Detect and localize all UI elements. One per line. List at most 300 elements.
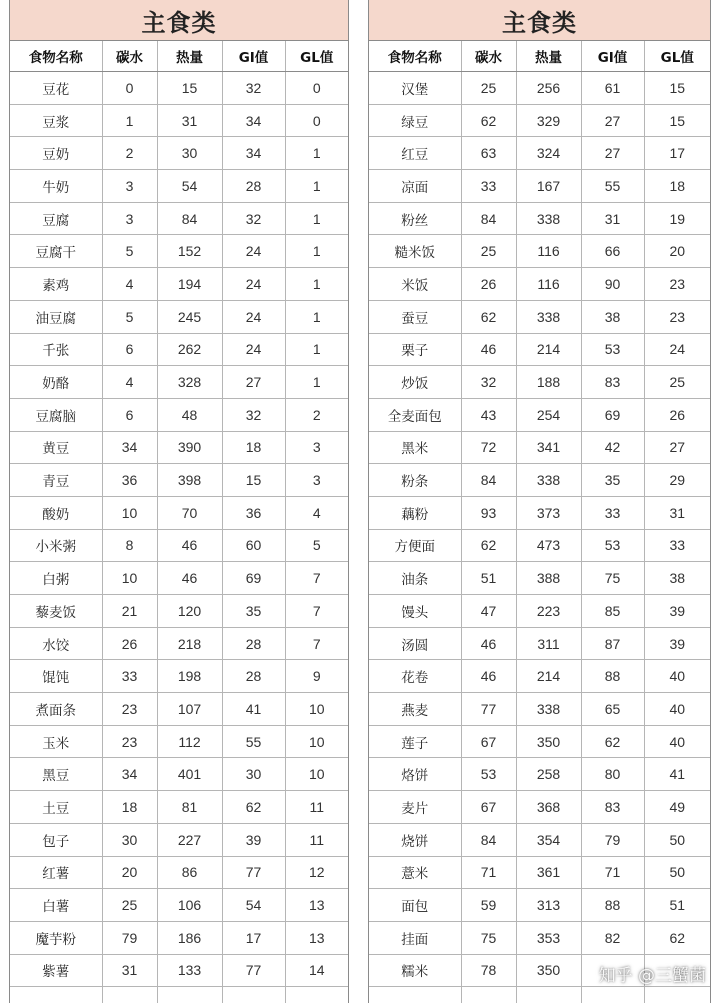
carbs-cell: 25 [461, 235, 516, 268]
gi-cell: 69 [222, 562, 285, 595]
table-row [10, 758, 348, 791]
calories-cell: 311 [516, 627, 581, 660]
gi-cell: 41 [222, 693, 285, 726]
carbs-cell: 46 [461, 333, 516, 366]
calories-cell: 401 [157, 758, 222, 791]
carbs-cell: 72 [461, 431, 516, 464]
food-name-cell: 黑米 [369, 431, 461, 464]
food-name-cell: 小米粥 [10, 529, 102, 562]
carbs-cell: 10 [102, 496, 157, 529]
table-row [10, 856, 348, 889]
food-name-cell: 水饺 [10, 627, 102, 660]
gl-cell: 27 [644, 431, 710, 464]
header-food-name: 食物名称 [369, 41, 461, 72]
gi-cell: 38 [581, 300, 644, 333]
calories-cell: 198 [157, 660, 222, 693]
header-calories: 热量 [516, 41, 581, 72]
gi-cell: 35 [222, 595, 285, 628]
empty-cell [644, 987, 710, 1004]
food-name-cell: 素鸡 [10, 268, 102, 301]
calories-cell: 313 [516, 889, 581, 922]
gi-cell: 36 [222, 496, 285, 529]
table-row [10, 627, 348, 660]
gl-cell: 0 [285, 104, 348, 137]
carbs-cell: 62 [461, 104, 516, 137]
gi-cell: 53 [581, 529, 644, 562]
gl-cell: 51 [644, 889, 710, 922]
carbs-cell: 1 [102, 104, 157, 137]
calories-cell: 167 [516, 170, 581, 203]
calories-cell: 350 [516, 954, 581, 987]
table-row [10, 660, 348, 693]
gi-cell: 18 [222, 431, 285, 464]
gi-cell: 83 [581, 366, 644, 399]
gl-cell: 3 [285, 431, 348, 464]
gi-cell: 61 [581, 72, 644, 105]
table-row [369, 398, 710, 431]
gi-cell: 32 [222, 202, 285, 235]
calories-cell: 152 [157, 235, 222, 268]
food-name-cell: 挂面 [369, 921, 461, 954]
carbs-cell: 47 [461, 595, 516, 628]
gl-cell: 9 [285, 660, 348, 693]
gl-cell: 31 [644, 496, 710, 529]
gl-cell: 23 [644, 300, 710, 333]
table-row [369, 627, 710, 660]
table-row [10, 300, 348, 333]
food-name-cell: 藕粉 [369, 496, 461, 529]
table-row [369, 856, 710, 889]
table-row [10, 268, 348, 301]
gl-cell: 1 [285, 268, 348, 301]
carbs-cell: 84 [461, 464, 516, 497]
table-row [10, 333, 348, 366]
food-name-cell: 面包 [369, 889, 461, 922]
carbs-cell: 75 [461, 921, 516, 954]
gi-cell: 42 [581, 431, 644, 464]
calories-cell: 107 [157, 693, 222, 726]
gi-cell: 15 [222, 464, 285, 497]
gi-cell: 30 [222, 758, 285, 791]
carbs-cell: 8 [102, 529, 157, 562]
carbs-cell: 36 [102, 464, 157, 497]
carbs-cell: 59 [461, 889, 516, 922]
header-gi: GI值 [222, 41, 285, 72]
table-row [369, 725, 710, 758]
gl-cell: 40 [644, 660, 710, 693]
calories-cell: 186 [157, 921, 222, 954]
calories-cell: 112 [157, 725, 222, 758]
gl-cell: 40 [644, 693, 710, 726]
gi-cell: 90 [581, 268, 644, 301]
carbs-cell: 34 [102, 431, 157, 464]
carbs-cell: 34 [102, 758, 157, 791]
carbs-cell: 78 [461, 954, 516, 987]
calories-cell: 262 [157, 333, 222, 366]
table-row [10, 562, 348, 595]
food-name-cell: 白薯 [10, 889, 102, 922]
table-row [10, 529, 348, 562]
gl-cell: 15 [644, 72, 710, 105]
food-name-cell: 花卷 [369, 660, 461, 693]
right-food-table [369, 41, 710, 1003]
carbs-cell: 79 [102, 921, 157, 954]
header-gi: GI值 [581, 41, 644, 72]
table-row [369, 431, 710, 464]
right-table-body [369, 72, 710, 1004]
gl-cell: 1 [285, 170, 348, 203]
calories-cell: 70 [157, 496, 222, 529]
table-row [369, 464, 710, 497]
empty-cell [581, 987, 644, 1004]
calories-cell: 30 [157, 137, 222, 170]
table-row [369, 758, 710, 791]
carbs-cell: 30 [102, 823, 157, 856]
calories-cell: 361 [516, 856, 581, 889]
header-carbs: 碳水 [461, 41, 516, 72]
table-row [369, 300, 710, 333]
gl-cell: 7 [285, 595, 348, 628]
carbs-cell: 10 [102, 562, 157, 595]
right-header-row [369, 41, 710, 72]
carbs-cell: 32 [461, 366, 516, 399]
calories-cell: 31 [157, 104, 222, 137]
food-name-cell: 青豆 [10, 464, 102, 497]
gl-cell: 10 [285, 693, 348, 726]
empty-cell [285, 987, 348, 1004]
gl-cell: 17 [644, 137, 710, 170]
calories-cell: 133 [157, 954, 222, 987]
calories-cell: 373 [516, 496, 581, 529]
calories-cell: 338 [516, 464, 581, 497]
calories-cell: 48 [157, 398, 222, 431]
carbs-cell: 25 [102, 889, 157, 922]
gi-cell: 54 [222, 889, 285, 922]
table-row [369, 921, 710, 954]
table-row [369, 104, 710, 137]
carbs-cell: 67 [461, 725, 516, 758]
food-name-cell: 豆奶 [10, 137, 102, 170]
gi-cell: 31 [581, 202, 644, 235]
gl-cell: 50 [644, 823, 710, 856]
left-table-panel [9, 0, 349, 1003]
table-row [10, 823, 348, 856]
food-name-cell: 酸奶 [10, 496, 102, 529]
carbs-cell: 43 [461, 398, 516, 431]
gi-cell: 69 [581, 398, 644, 431]
calories-cell: 329 [516, 104, 581, 137]
gi-cell: 27 [581, 137, 644, 170]
calories-cell: 46 [157, 562, 222, 595]
calories-cell: 46 [157, 529, 222, 562]
gi-cell: 24 [222, 333, 285, 366]
header-calories: 热量 [157, 41, 222, 72]
calories-cell: 354 [516, 823, 581, 856]
food-name-cell: 包子 [10, 823, 102, 856]
calories-cell: 324 [516, 137, 581, 170]
gl-cell: 5 [285, 529, 348, 562]
table-row [369, 562, 710, 595]
calories-cell: 194 [157, 268, 222, 301]
food-name-cell: 豆花 [10, 72, 102, 105]
carbs-cell: 4 [102, 268, 157, 301]
gl-cell: 19 [644, 202, 710, 235]
carbs-cell: 33 [461, 170, 516, 203]
gl-cell: 23 [644, 268, 710, 301]
gi-cell: 33 [581, 496, 644, 529]
calories-cell: 54 [157, 170, 222, 203]
food-name-cell: 麦片 [369, 791, 461, 824]
gl-cell: 24 [644, 333, 710, 366]
calories-cell: 227 [157, 823, 222, 856]
food-name-cell: 豆腐脑 [10, 398, 102, 431]
right-table-panel [368, 0, 711, 1003]
table-row [369, 333, 710, 366]
empty-row [10, 987, 348, 1004]
food-name-cell: 莲子 [369, 725, 461, 758]
gi-cell: 65 [581, 693, 644, 726]
gi-cell: 17 [222, 921, 285, 954]
table-row [369, 235, 710, 268]
food-name-cell: 米饭 [369, 268, 461, 301]
calories-cell: 116 [516, 268, 581, 301]
calories-cell: 390 [157, 431, 222, 464]
carbs-cell: 62 [461, 529, 516, 562]
carbs-cell: 62 [461, 300, 516, 333]
carbs-cell: 46 [461, 627, 516, 660]
food-name-cell: 栗子 [369, 333, 461, 366]
food-name-cell: 藜麦饭 [10, 595, 102, 628]
carbs-cell: 23 [102, 725, 157, 758]
gi-cell: 77 [222, 954, 285, 987]
gl-cell [644, 954, 710, 987]
carbs-cell: 4 [102, 366, 157, 399]
carbs-cell: 63 [461, 137, 516, 170]
gl-cell: 49 [644, 791, 710, 824]
gi-cell: 27 [581, 104, 644, 137]
food-name-cell: 油条 [369, 562, 461, 595]
carbs-cell: 5 [102, 300, 157, 333]
gi-cell: 32 [222, 72, 285, 105]
gi-cell: 39 [222, 823, 285, 856]
right-table-title: 主食类 [369, 0, 710, 41]
carbs-cell: 0 [102, 72, 157, 105]
gi-cell: 80 [581, 758, 644, 791]
gi-cell: 87 [581, 627, 644, 660]
carbs-cell: 6 [102, 398, 157, 431]
calories-cell: 86 [157, 856, 222, 889]
food-name-cell: 凉面 [369, 170, 461, 203]
calories-cell: 328 [157, 366, 222, 399]
gi-cell: 28 [222, 627, 285, 660]
gi-cell: 24 [222, 235, 285, 268]
gi-cell: 55 [222, 725, 285, 758]
header-gl: GL值 [285, 41, 348, 72]
gl-cell: 1 [285, 137, 348, 170]
food-name-cell: 粉丝 [369, 202, 461, 235]
left-table-title: 主食类 [10, 0, 348, 41]
carbs-cell: 5 [102, 235, 157, 268]
calories-cell: 218 [157, 627, 222, 660]
gi-cell: 82 [581, 921, 644, 954]
gi-cell: 77 [222, 856, 285, 889]
gl-cell: 10 [285, 725, 348, 758]
gi-cell: 34 [222, 137, 285, 170]
calories-cell: 338 [516, 693, 581, 726]
table-row [10, 791, 348, 824]
gl-cell: 33 [644, 529, 710, 562]
carbs-cell: 93 [461, 496, 516, 529]
calories-cell: 116 [516, 235, 581, 268]
food-name-cell: 豆腐 [10, 202, 102, 235]
gl-cell: 20 [644, 235, 710, 268]
carbs-cell: 20 [102, 856, 157, 889]
gl-cell: 13 [285, 889, 348, 922]
table-row [10, 202, 348, 235]
gl-cell: 11 [285, 791, 348, 824]
food-name-cell: 炒饭 [369, 366, 461, 399]
food-name-cell: 白粥 [10, 562, 102, 595]
food-name-cell: 奶酪 [10, 366, 102, 399]
empty-cell [157, 987, 222, 1004]
carbs-cell: 2 [102, 137, 157, 170]
food-name-cell: 馄饨 [10, 660, 102, 693]
calories-cell: 256 [516, 72, 581, 105]
food-name-cell: 糯米 [369, 954, 461, 987]
gl-cell: 41 [644, 758, 710, 791]
watermark-text: 知乎 @三蟹菌 [598, 965, 706, 986]
table-row [10, 170, 348, 203]
gi-cell: 35 [581, 464, 644, 497]
table-row [10, 464, 348, 497]
gi-cell: 75 [581, 562, 644, 595]
gl-cell: 1 [285, 333, 348, 366]
table-row [369, 268, 710, 301]
table-row [10, 693, 348, 726]
gi-cell: 83 [581, 791, 644, 824]
table-row [10, 235, 348, 268]
calories-cell: 254 [516, 398, 581, 431]
calories-cell: 223 [516, 595, 581, 628]
gl-cell: 29 [644, 464, 710, 497]
empty-cell [10, 987, 102, 1004]
food-name-cell: 魔芋粉 [10, 921, 102, 954]
empty-cell [516, 987, 581, 1004]
calories-cell: 350 [516, 725, 581, 758]
left-table-body [10, 72, 348, 1004]
table-row [369, 693, 710, 726]
table-row [369, 823, 710, 856]
table-row [10, 595, 348, 628]
food-name-cell: 土豆 [10, 791, 102, 824]
carbs-cell: 31 [102, 954, 157, 987]
table-row [10, 496, 348, 529]
gi-cell: 28 [222, 660, 285, 693]
calories-cell: 245 [157, 300, 222, 333]
carbs-cell: 77 [461, 693, 516, 726]
food-name-cell: 玉米 [10, 725, 102, 758]
carbs-cell: 26 [461, 268, 516, 301]
food-name-cell: 牛奶 [10, 170, 102, 203]
gl-cell: 7 [285, 627, 348, 660]
food-name-cell: 红薯 [10, 856, 102, 889]
carbs-cell: 25 [461, 72, 516, 105]
table-row [10, 104, 348, 137]
carbs-cell: 67 [461, 791, 516, 824]
table-row [369, 889, 710, 922]
gl-cell: 39 [644, 627, 710, 660]
header-gl: GL值 [644, 41, 710, 72]
empty-cell [222, 987, 285, 1004]
gl-cell: 11 [285, 823, 348, 856]
gi-cell: 88 [581, 889, 644, 922]
food-name-cell: 千张 [10, 333, 102, 366]
food-name-cell: 油豆腐 [10, 300, 102, 333]
gl-cell: 38 [644, 562, 710, 595]
gi-cell: 79 [581, 823, 644, 856]
table-row [10, 921, 348, 954]
table-row [10, 431, 348, 464]
carbs-cell: 3 [102, 170, 157, 203]
gl-cell: 1 [285, 366, 348, 399]
calories-cell: 81 [157, 791, 222, 824]
food-name-cell: 绿豆 [369, 104, 461, 137]
food-name-cell: 黄豆 [10, 431, 102, 464]
empty-cell [102, 987, 157, 1004]
table-row [369, 529, 710, 562]
calories-cell: 388 [516, 562, 581, 595]
gi-cell [581, 954, 644, 987]
table-row [10, 954, 348, 987]
empty-row [369, 987, 710, 1004]
calories-cell: 120 [157, 595, 222, 628]
gl-cell: 1 [285, 300, 348, 333]
table-row [369, 954, 710, 987]
table-row [369, 791, 710, 824]
food-name-cell: 汉堡 [369, 72, 461, 105]
table-row [369, 366, 710, 399]
food-name-cell: 薏米 [369, 856, 461, 889]
gl-cell: 50 [644, 856, 710, 889]
gl-cell: 7 [285, 562, 348, 595]
food-name-cell: 粉条 [369, 464, 461, 497]
gl-cell: 25 [644, 366, 710, 399]
food-name-cell: 汤圆 [369, 627, 461, 660]
food-name-cell: 糙米饭 [369, 235, 461, 268]
gl-cell: 14 [285, 954, 348, 987]
food-name-cell: 豆浆 [10, 104, 102, 137]
carbs-cell: 33 [102, 660, 157, 693]
gl-cell: 40 [644, 725, 710, 758]
gi-cell: 88 [581, 660, 644, 693]
calories-cell: 338 [516, 202, 581, 235]
gl-cell: 26 [644, 398, 710, 431]
left-food-table [10, 41, 348, 1003]
calories-cell: 338 [516, 300, 581, 333]
calories-cell: 15 [157, 72, 222, 105]
food-name-cell: 豆腐干 [10, 235, 102, 268]
food-name-cell: 燕麦 [369, 693, 461, 726]
carbs-cell: 18 [102, 791, 157, 824]
table-row [369, 496, 710, 529]
carbs-cell: 6 [102, 333, 157, 366]
food-name-cell: 馒头 [369, 595, 461, 628]
food-name-cell: 红豆 [369, 137, 461, 170]
table-row [369, 660, 710, 693]
food-name-cell: 紫薯 [10, 954, 102, 987]
carbs-cell: 23 [102, 693, 157, 726]
carbs-cell: 3 [102, 202, 157, 235]
